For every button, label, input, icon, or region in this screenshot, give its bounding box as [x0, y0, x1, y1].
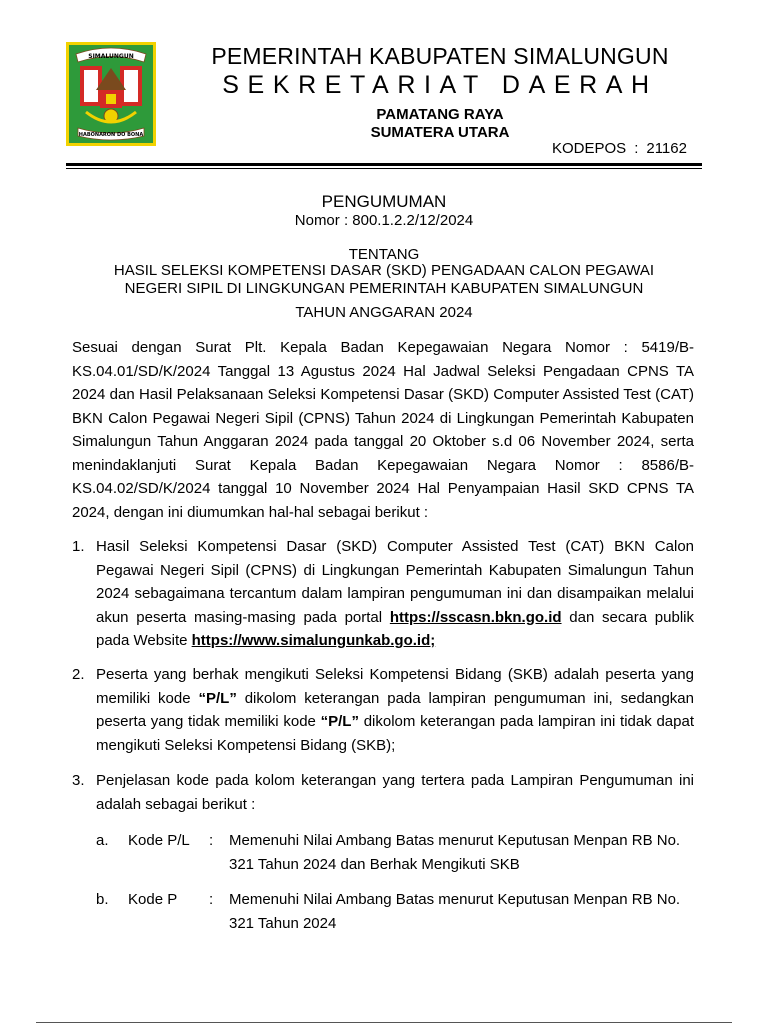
sub-item-desc-line: 321 Tahun 2024 dan Berhak Mengikuti SKB: [229, 855, 520, 873]
list-text: Penjelasan kode pada kolom keterangan yang tertera pada Lampiran Pengumuman ini adalah sebagai berikut :: [96, 772, 694, 813]
simalungun-emblem-icon: [66, 42, 156, 146]
postal-code-label: KODEPOS: [552, 140, 627, 157]
subject-line-2: NEGERI SIPIL DI LINGKUNGAN PEMERINTAH KABUPATEN SIMALUNGUN: [124, 280, 644, 297]
about-label: TENTANG: [348, 246, 420, 263]
government-name: PEMERINTAH KABUPATEN SIMALUNGUN: [211, 43, 669, 69]
simalungunkab-link[interactable]: https://www.simalungunkab.go.id;: [191, 632, 436, 649]
letterhead-rule-thin: [66, 168, 702, 169]
letterhead-rule-thick: [66, 163, 702, 166]
list-text-part: Peserta yang berhak mengikuti Seleksi Kompetensi Bidang (SKB) adalah peserta yang memiliki kode: [96, 666, 694, 707]
sub-item-desc-line: Memenuhi Nilai Ambang Batas menurut Keputusan Menpan RB No.: [229, 891, 681, 908]
list-text-part: Hasil Seleksi Kompetensi Dasar (SKD) Computer Assisted Test (CAT) BKN Calon Pegawai Negeri Sipil (CPNS) di Lingkungan Pemerintah Kabupaten Simalungun Tahun 2024 sebagaimana tercantum dalam lampiran pengumuman ini dan disampaikan melalui akun peserta masing-masing pada portal: [96, 538, 694, 626]
province-name: SUMATERA UTARA: [370, 124, 510, 141]
list-text: [96, 663, 694, 757]
list-number: 3.: [72, 772, 85, 789]
sub-item-letter: b.: [96, 891, 109, 908]
fiscal-year: TAHUN ANGGARAN 2024: [295, 304, 473, 321]
list-text-part: dan secara publik pada Website: [96, 608, 694, 649]
code-pl: “P/L”: [198, 689, 237, 707]
list-number: 1.: [72, 538, 85, 555]
code-pl: “P/L”: [320, 713, 359, 730]
sub-item-description: [229, 829, 694, 876]
logo-banner-text: SIMALUNGUN: [88, 53, 134, 60]
list-text-part: dikolom keterangan pada lampiran pengumuman ini, sedangkan peserta yang tidak memiliki kode: [96, 689, 694, 730]
sub-item-desc-line: 321 Tahun 2024: [229, 914, 337, 932]
sub-item-code: Kode P/L: [128, 832, 190, 849]
postal-code: [552, 140, 687, 157]
city-name: PAMATANG RAYA: [376, 106, 504, 123]
list-text-part: dikolom keterangan pada lampiran ini tidak dapat mengikuti Seleksi Kompetensi Bidang (SKB);: [96, 713, 694, 754]
intro-paragraph: Sesuai dengan Surat Plt. Kepala Badan Kepegawaian Negara Nomor : 5419/B-KS.04.01/SD/K/2024 Tanggal 13 Agustus 2024 Hal Jadwal Seleksi Pengadaan CPNS TA 2024 dan Hasil Pelaksanaan Seleksi Kompetensi Dasar (SKD) Computer Assisted Test (CAT) BKN Calon Pegawai Negeri Sipil (CPNS) Tahun 2024 di Lingkungan Pemerintah Kabupaten Simalungun Tahun Anggaran 2024 pada tanggal 20 Oktober s.d 06 November 2024, serta menindaklanjuti Surat Kepala Badan Kepegawaian Negara Nomor : 8586/B-KS.04.02/SD/K/2024 tanggal 10 November 2024 Hal Penyampaian Hasil SKD CPNS TA 2024, dengan ini diumumkan hal-hal sebagai berikut :: [72, 339, 694, 521]
postal-code-separator: :: [634, 140, 639, 157]
sub-item-letter: a.: [96, 832, 109, 849]
sub-item-colon: :: [209, 891, 214, 908]
list-text: [96, 535, 694, 653]
sub-item-colon: :: [209, 832, 214, 849]
announcement-number: Nomor : 800.1.2.2/12/2024: [294, 212, 474, 229]
page-edge-rule: [36, 1022, 732, 1023]
sscasn-link[interactable]: https://sscasn.bkn.go.id: [389, 608, 562, 626]
letterhead: [170, 42, 710, 142]
postal-code-value: 21162: [646, 140, 687, 157]
office-name: SEKRETARIAT DAERAH: [222, 71, 658, 99]
logo-motto-text: HABONARON DO BONA: [78, 132, 144, 138]
list-number: 2.: [72, 666, 85, 683]
sub-item-desc-line: Memenuhi Nilai Ambang Batas menurut Keputusan Menpan RB No.: [229, 832, 681, 849]
subject-line-1: HASIL SELEKSI KOMPETENSI DASAR (SKD) PENGADAAN CALON PEGAWAI: [113, 262, 655, 279]
sub-item-code: Kode P: [128, 891, 178, 908]
announcement-heading: PENGUMUMAN: [321, 192, 447, 211]
sub-item-description: [229, 888, 694, 935]
